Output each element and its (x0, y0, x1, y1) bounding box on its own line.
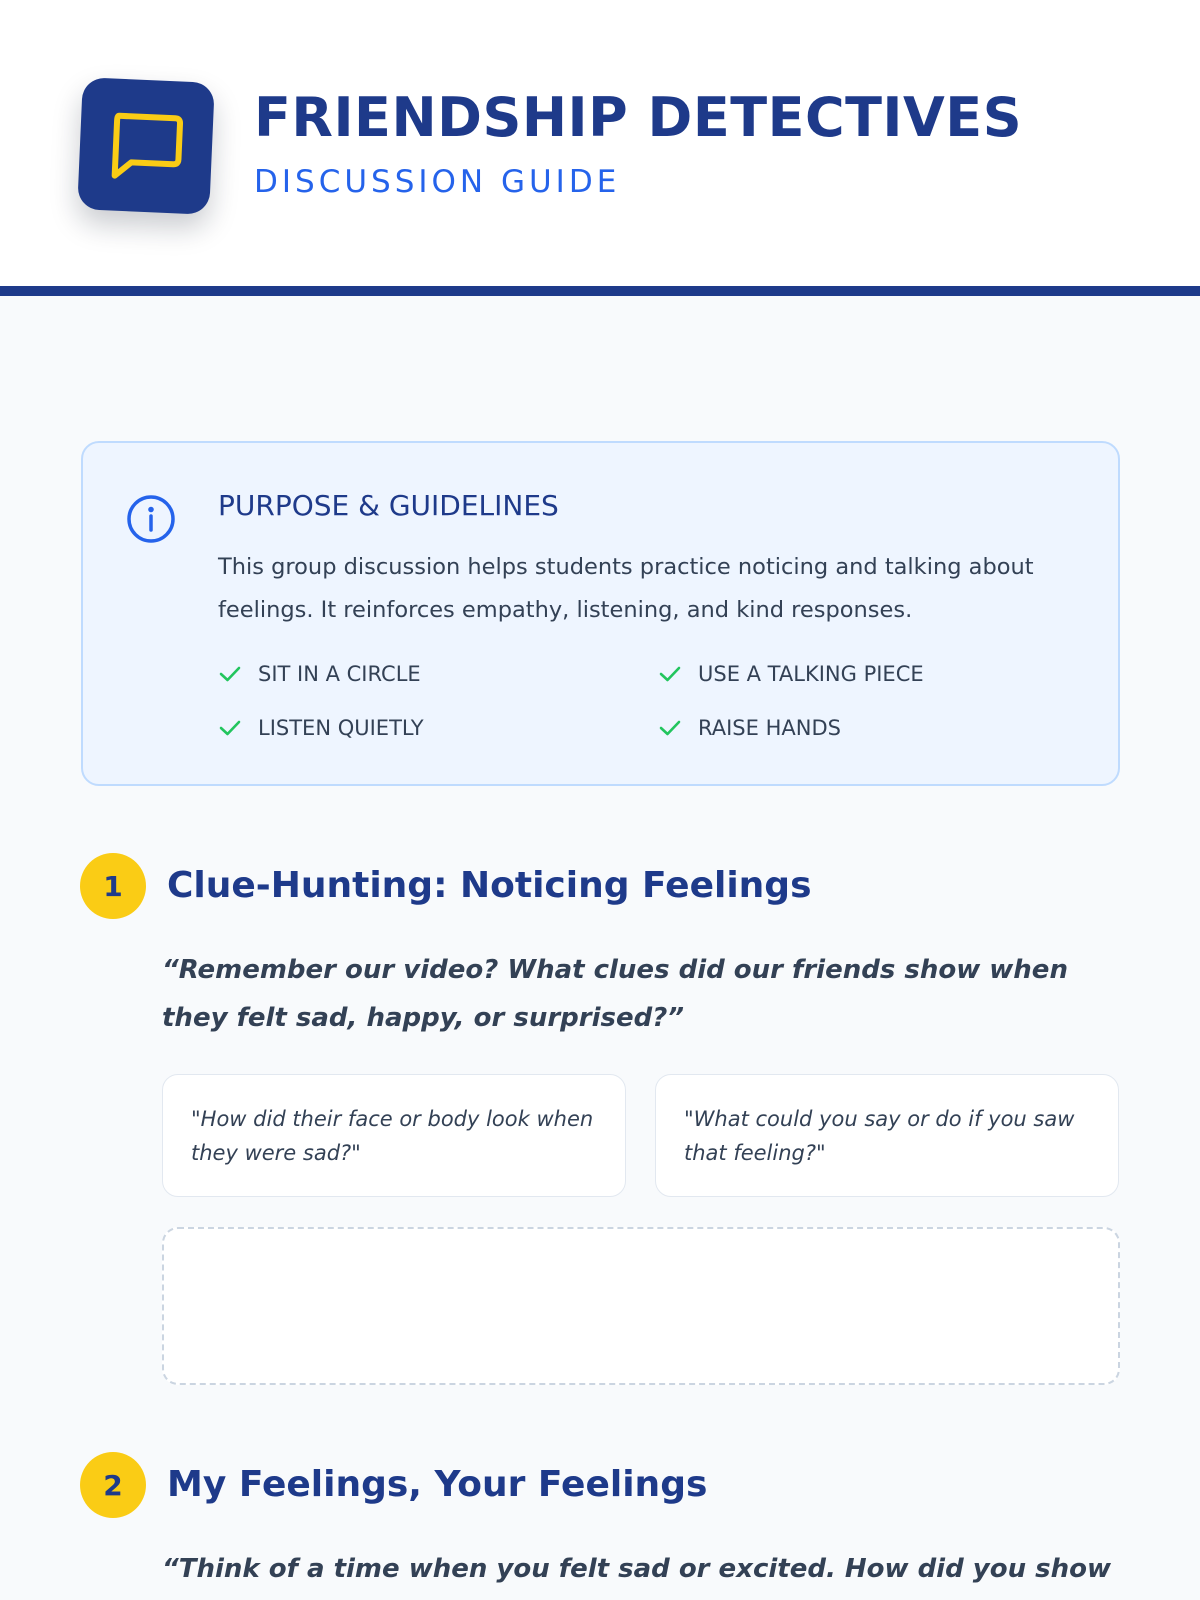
guideline-item (658, 659, 924, 689)
purpose-text: This group discussion helps students practice noticing and talking about feelings. It reinforces empathy, listening, and kind responses. (218, 554, 1034, 623)
check-icon (218, 718, 242, 738)
check-icon (658, 664, 682, 684)
purpose-heading: PURPOSE & GUIDELINES (218, 489, 559, 522)
guideline-label: RAISE HANDS (698, 716, 841, 740)
check-icon (218, 664, 242, 684)
guideline-item (218, 659, 421, 689)
follow-up-prompt-card (655, 1074, 1119, 1197)
info-icon (126, 494, 176, 544)
follow-up-prompt: "How did their face or body look when they were sad?" (191, 1107, 594, 1165)
guideline-label: USE A TALKING PIECE (698, 662, 924, 686)
purpose-guidelines-box (81, 441, 1120, 786)
guideline-label: LISTEN QUIETLY (258, 716, 424, 740)
logo (77, 77, 215, 215)
section-number-badge: 1 (80, 853, 146, 919)
guideline-item (218, 713, 424, 743)
guideline-item (658, 713, 841, 743)
page-header (0, 0, 1200, 296)
section-number-badge: 2 (80, 1452, 146, 1518)
guideline-label: SIT IN A CIRCLE (258, 662, 421, 686)
response-area[interactable] (162, 1227, 1120, 1385)
section-title: Clue-Hunting: Noticing Feelings (167, 865, 812, 906)
follow-up-prompt-card (162, 1074, 626, 1197)
follow-up-prompt: "What could you say or do if you saw that feeling?" (684, 1107, 1075, 1165)
speech-bubble-icon (105, 107, 186, 184)
discussion-question: “Remember our video? What clues did our friends show when they felt sad, happy, or surprised?” (162, 955, 1068, 1033)
discussion-question: “Think of a time when you felt sad or excited. How did you show (162, 1554, 1111, 1584)
page-subtitle: DISCUSSION GUIDE (254, 164, 621, 200)
check-icon (658, 718, 682, 738)
section-title: My Feelings, Your Feelings (167, 1464, 708, 1505)
page-title: FRIENDSHIP DETECTIVES (254, 86, 1023, 149)
